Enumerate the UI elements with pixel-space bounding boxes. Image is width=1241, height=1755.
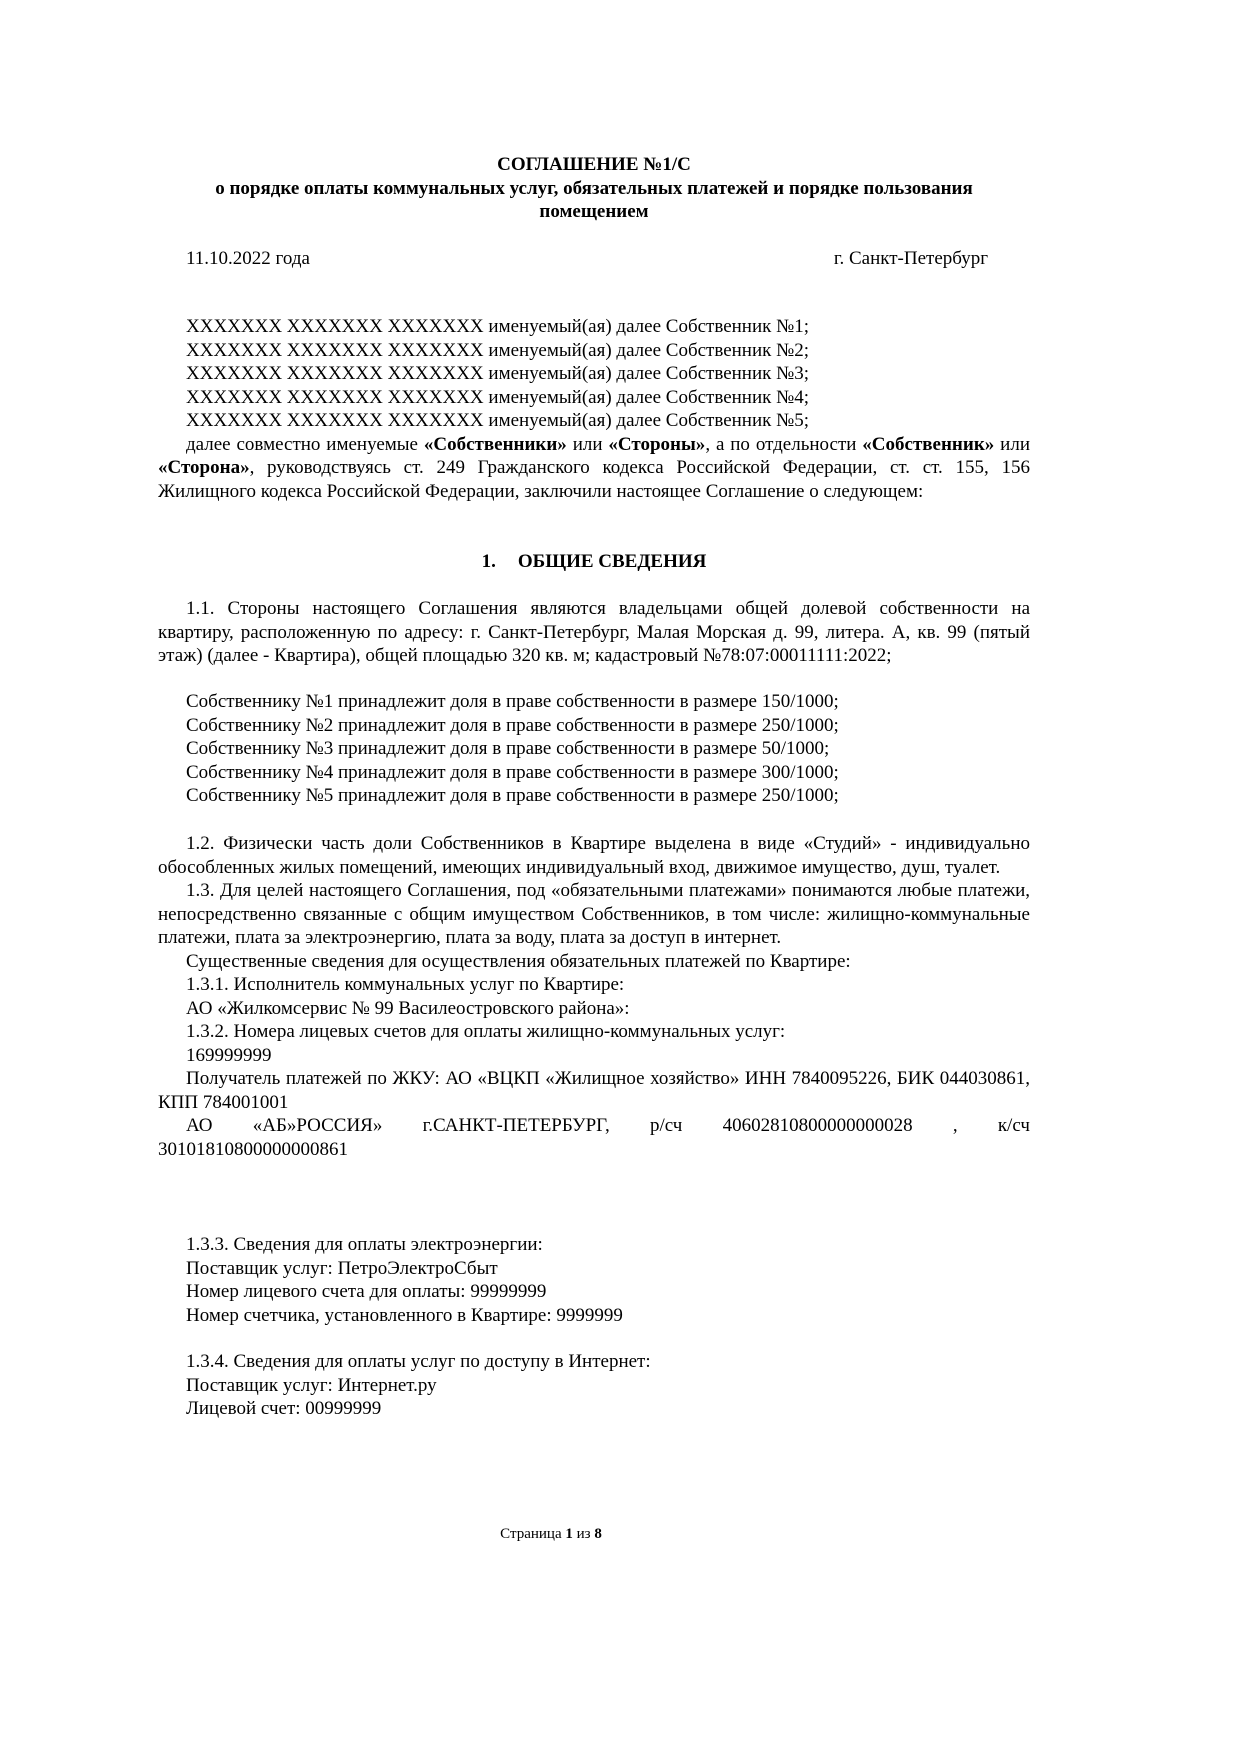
electricity-block [158, 1233, 1030, 1327]
bank-name: «АБ»РОССИЯ» [252, 1115, 383, 1136]
clauses-1-2-1-3 [158, 832, 1030, 1161]
preamble-term: «Собственник» [862, 433, 995, 455]
share-line: Собственнику №4 принадлежит доля в праве собственности в размере 300/1000; [186, 761, 839, 783]
party-line: XXXXXXX XXXXXXX XXXXXXX именуемый(ая) далее Собственник №5; [186, 410, 810, 431]
electricity-supplier: Поставщик услуг: ПетроЭлектроСбыт [186, 1257, 498, 1279]
essential-info-heading: Существенные сведения для осуществления обязательных платежей по Квартире: [186, 950, 851, 972]
section-heading [158, 550, 1030, 574]
settlement-account: 40602810800000000028 [722, 1115, 913, 1136]
internet-block [158, 1350, 1030, 1421]
correspondent-account: 30101810800000000861 [158, 1138, 348, 1160]
preamble-paragraph [158, 433, 1030, 504]
preamble-text: или [994, 433, 1030, 455]
footer-total-pages: 8 [594, 1526, 602, 1542]
share-line: Собственнику №2 принадлежит доля в праве собственности в размере 250/1000; [186, 714, 839, 736]
share-line: Собственнику №5 принадлежит доля в праве собственности в размере 250/1000; [186, 785, 839, 806]
internet-account: Лицевой счет: 00999999 [186, 1398, 382, 1419]
settlement-account-label: р/сч [649, 1115, 683, 1136]
clause-1-1: 1.1. Стороны настоящего Соглашения являются владельцами общей долевой собственности на квартиру, расположенную по адресу: г. Санкт-Петербург, Малая Морская д. 99, литера. А, кв. 99 (пятый этаж) (далее - Квартира), общей площадью 320 кв. м; кадастровый №78:07:00011111:2022; [158, 598, 1030, 666]
preamble-text: , а по отдельности [705, 433, 863, 455]
document-date: 11.10.2022 года [186, 248, 310, 269]
bank-details-line [158, 1114, 1030, 1138]
party-line: XXXXXXX XXXXXXX XXXXXXX именуемый(ая) далее Собственник №2; [186, 339, 810, 361]
clause-1-3-3: 1.3.3. Сведения для оплаты электроэнергии: [186, 1234, 543, 1255]
clause-1-2: 1.2. Физически часть доли Собственников в Квартире выделена в виде «Студий» - индивидуально обособленных жилых помещений, имеющих индивидуальный вход, движимое имущество, душ, туалет. [158, 833, 1030, 878]
personal-account-number: 169999999 [186, 1044, 272, 1066]
clause-1-3-4: 1.3.4. Сведения для оплаты услуг по доступу в Интернет: [186, 1351, 651, 1372]
document-title: СОГЛАШЕНИЕ №1/С [497, 154, 691, 175]
share-line: Собственнику №1 принадлежит доля в праве собственности в размере 150/1000; [186, 691, 839, 712]
clause-1-3-2: 1.3.2. Номера лицевых счетов для оплаты жилищно-коммунальных услуг: [186, 1021, 786, 1042]
preamble-text: далее совместно именуемые [186, 433, 424, 455]
clause-1-3-1: 1.3.1. Исполнитель коммунальных услуг по Квартире: [186, 974, 625, 995]
document-subtitle-line2: помещением [539, 201, 649, 222]
correspondent-account-label: к/сч [997, 1115, 1030, 1136]
footer-prefix: Страница [500, 1526, 562, 1542]
preamble-term: «Собственники» [423, 433, 567, 455]
section-title: ОБЩИЕ СВЕДЕНИЯ [517, 551, 707, 572]
clause-1-3: 1.3. Для целей настоящего Соглашения, под «обязательными платежами» понимаются любые платежи, непосредственно связанные с общим имуществом Собственников, в том числе: жилищно-коммунальные платежи, плата за электроэнергию, плата за воду, плата за доступ в интернет. [158, 880, 1030, 948]
preamble-term: «Стороны» [608, 433, 706, 455]
party-line: XXXXXXX XXXXXXX XXXXXXX именуемый(ая) далее Собственник №1; [186, 316, 810, 337]
document-subtitle-line1: о порядке оплаты коммунальных услуг, обязательных платежей и порядке пользования [215, 178, 973, 199]
preamble-term: «Сторона» [158, 457, 250, 478]
bank-company-type: АО [186, 1115, 213, 1136]
party-line: XXXXXXX XXXXXXX XXXXXXX именуемый(ая) далее Собственник №4; [186, 386, 810, 408]
electricity-meter: Номер счетчика, установленного в Квартире: 9999999 [186, 1304, 623, 1326]
bank-city: г.САНКТ-ПЕТЕРБУРГ, [422, 1115, 610, 1136]
utility-provider: АО «Жилкомсервис № 99 Василеостровского района»: [186, 997, 630, 1019]
internet-supplier: Поставщик услуг: Интернет.ру [186, 1374, 437, 1396]
share-line: Собственнику №3 принадлежит доля в праве собственности в размере 50/1000; [186, 738, 830, 759]
date-city-row [186, 247, 988, 271]
shares-list [158, 690, 1030, 808]
preamble-text: , руководствуясь ст. 249 Гражданского кодекса Российской Федерации, ст. ст. 155, 156 Жилищного кодекса Российской Федерации, заключили настоящее Соглашение о следующем: [158, 457, 1030, 502]
document-city: г. Санкт-Петербург [833, 248, 988, 269]
bank-comma: , [952, 1115, 958, 1136]
preamble-text: или [566, 433, 609, 455]
footer-page-number: 1 [565, 1526, 573, 1542]
section-number: 1. [481, 551, 496, 572]
party-line: XXXXXXX XXXXXXX XXXXXXX именуемый(ая) далее Собственник №3; [186, 363, 810, 384]
page-footer [0, 1523, 1102, 1547]
payment-recipient: Получатель платежей по ЖКУ: АО «ВЦКП «Жилищное хозяйство» ИНН 7840095226, БИК 044030861, КПП 784001001 [158, 1068, 1030, 1113]
parties-list [158, 315, 1030, 503]
electricity-account: Номер лицевого счета для оплаты: 99999999 [186, 1281, 547, 1302]
footer-of: из [576, 1526, 591, 1542]
